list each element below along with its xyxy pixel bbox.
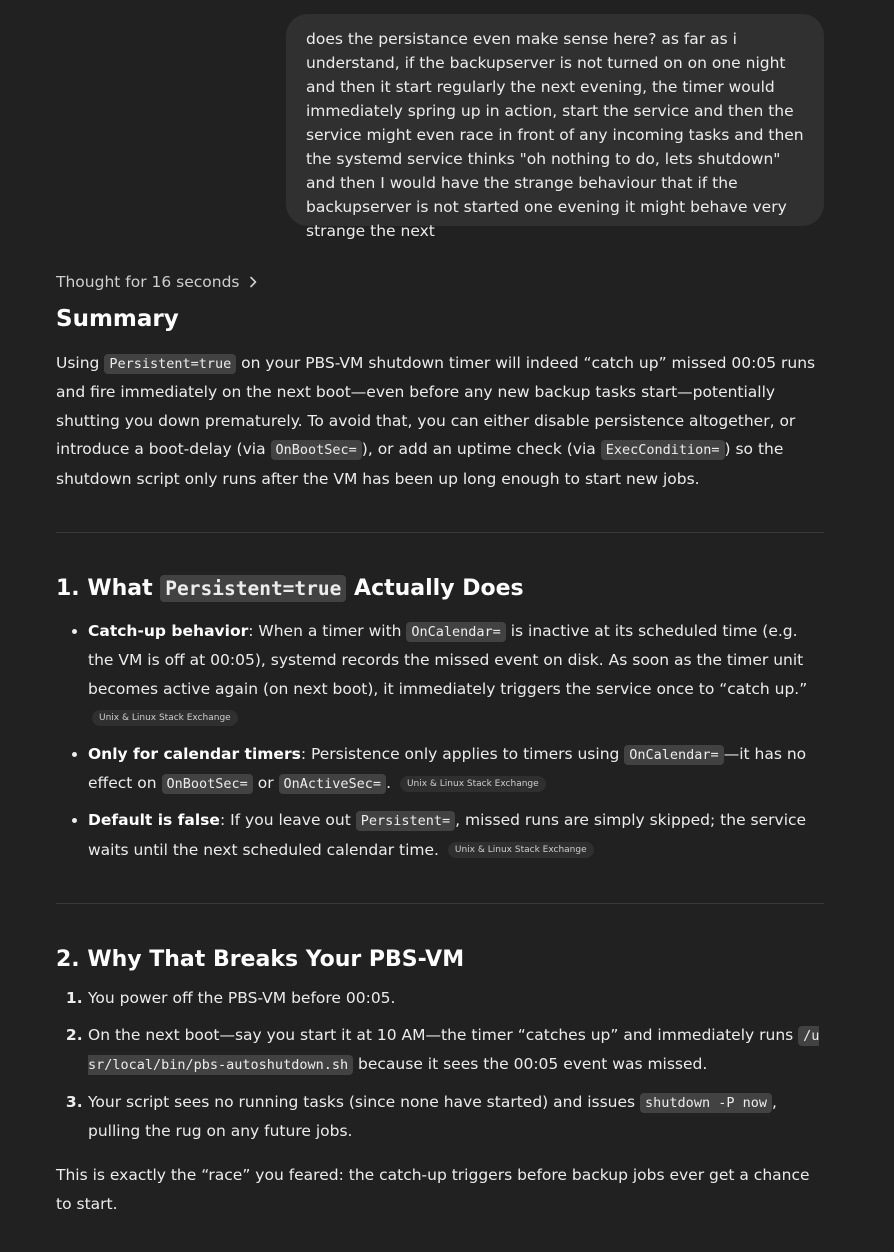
item-text: is inactive at its scheduled time (e.g. the VM is off at 00:05), systemd records the missed event on disk. As soon as the timer unit becomes active again (on next boot), it immediately triggers the service once to “catch up.”	[88, 622, 808, 698]
section1-heading	[56, 569, 824, 609]
item-code: OnBootSec=	[162, 774, 253, 794]
item-bold: Catch-up behavior	[88, 622, 249, 641]
item-text: : Persistence only applies to timers using	[300, 744, 625, 763]
assistant-response	[56, 300, 824, 1218]
item-bold: Default is false	[88, 811, 220, 830]
user-message-bubble	[286, 14, 824, 240]
summary-paragraph	[56, 349, 824, 493]
section2-heading: 2. Why That Breaks Your PBS-VM	[56, 947, 465, 973]
section1-heading-code: Persistent=true	[160, 575, 346, 602]
section1-heading-pre: 1. What	[56, 576, 161, 602]
citation-badge[interactable]: Unix & Linux Stack Exchange	[400, 776, 546, 792]
item-text: On the next boot—say you start it at 10 AM—the timer “catches up” and immediately runs	[88, 1025, 799, 1044]
list-item	[88, 740, 824, 799]
divider	[56, 903, 824, 904]
chevron-right-icon	[248, 276, 258, 288]
user-message-text: does the persistance even make sense here? as far as i understand, if the backupserver is not turned on on one night and then it start regularly the next evening, the timer would immediately spring up in action, start the service and then the service might even race in front of any incoming tasks and then the systemd service thinks "oh nothing to do, lets shutdown" and then I would have the strange behaviour that if the backupserver is not started one evening it might behave very strange the next	[306, 30, 804, 240]
item-text: because it sees the 00:05 event was missed.	[353, 1055, 708, 1074]
citation-badge[interactable]: Unix & Linux Stack Exchange	[448, 842, 594, 858]
item-text: or	[252, 774, 279, 793]
item-text: , pulling the rug on any future jobs.	[88, 1092, 777, 1140]
summary-text-4: ) so the shutdown script only runs after the VM has been up long enough to start new jobs.	[56, 440, 784, 488]
item-text: : When a timer with	[248, 622, 407, 641]
item-code: OnActiveSec=	[279, 774, 387, 794]
code-onbootsec: OnBootSec=	[271, 440, 362, 460]
section1-heading-post: Actually Does	[346, 576, 524, 602]
list-item	[88, 1021, 824, 1080]
item-text: , missed runs are simply skipped; the service waits until the next scheduled calendar time.	[88, 811, 807, 859]
section2-list	[56, 984, 824, 1145]
list-item	[88, 1088, 824, 1146]
summary-text-1: Using	[56, 354, 105, 372]
item-bold: Only for calendar timers	[88, 744, 301, 763]
summary-text-2: on your PBS-VM shutdown timer will indeed “catch up” missed 00:05 runs and fire immediately on the next boot—even before any new backup tasks start—potentially shutting you down prematurely. To avoid that, you can either disable persistence altogether, or introduce a boot-delay (via	[56, 354, 816, 459]
item-code: shutdown -P now	[640, 1093, 772, 1113]
citation-badge[interactable]: Unix & Linux Stack Exchange	[92, 710, 238, 726]
item-text: .	[386, 774, 391, 793]
section1-list	[56, 617, 824, 864]
divider	[56, 532, 824, 533]
code-execcondition: ExecCondition=	[601, 440, 725, 460]
item-code: /usr/local/bin/pbs-autoshutdown.sh	[88, 1027, 820, 1074]
summary-text-3: ), or add an uptime check (via	[361, 440, 601, 459]
section2-closing: This is exactly the “race” you feared: the catch-up triggers before backup jobs ever get a chance to start.	[56, 1166, 810, 1213]
item-text: You power off the PBS-VM before 00:05.	[88, 989, 396, 1008]
item-text: Your script sees no running tasks (since none have started) and issues	[88, 1092, 641, 1111]
item-code: OnCalendar=	[624, 745, 723, 765]
thought-toggle[interactable]	[56, 270, 258, 294]
list-item	[88, 984, 824, 1012]
item-code: OnCalendar=	[406, 622, 505, 642]
thought-label: Thought for 16 seconds	[56, 273, 240, 291]
item-code: Persistent=	[356, 811, 455, 831]
summary-heading: Summary	[56, 306, 179, 332]
code-persistent-true: Persistent=true	[104, 354, 236, 374]
item-text: —it has no effect on	[88, 744, 807, 793]
list-item	[88, 806, 824, 864]
list-item	[88, 617, 824, 732]
item-text: : If you leave out	[219, 811, 356, 830]
